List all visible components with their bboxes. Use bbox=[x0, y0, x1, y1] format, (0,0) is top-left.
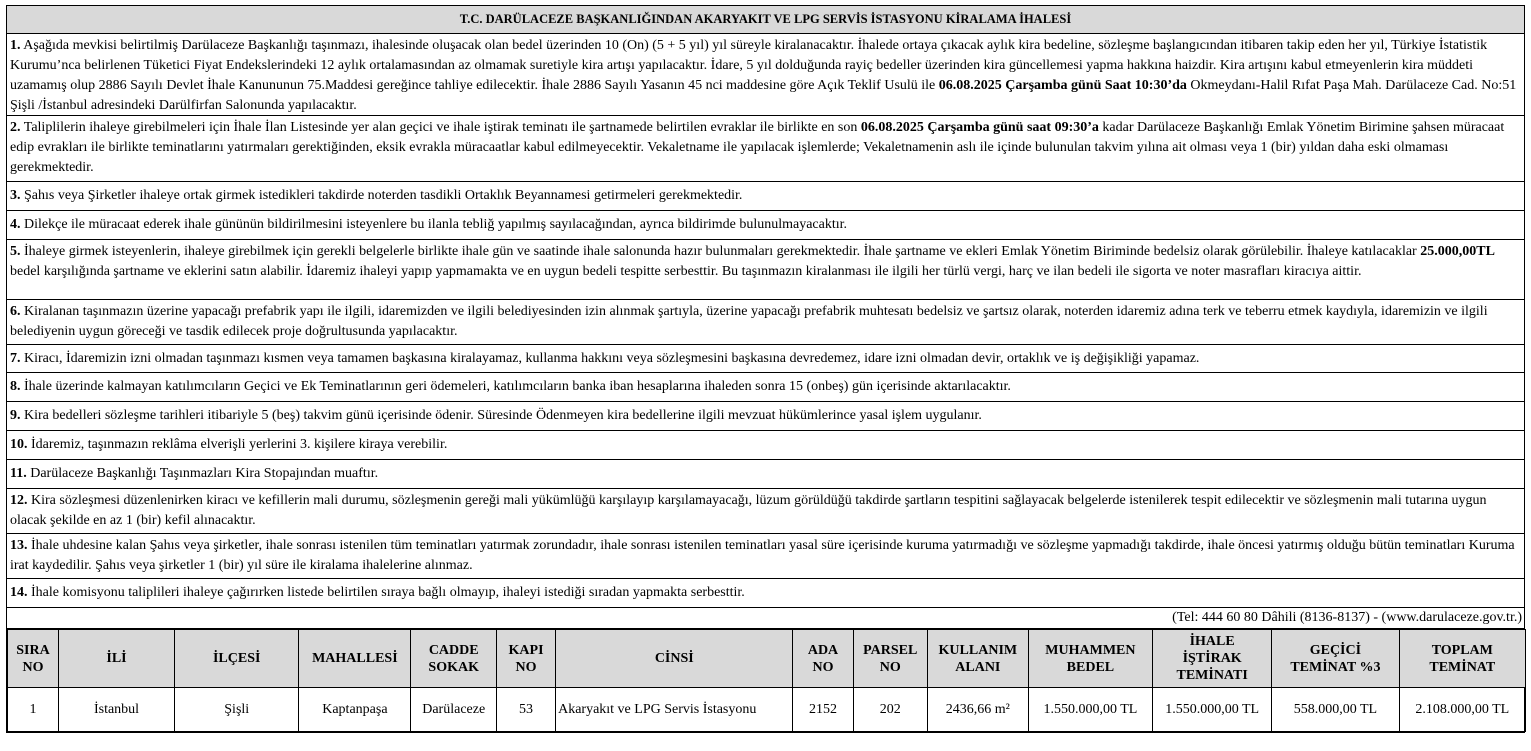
clause-text: İhale komisyonu taliplileri ihaleye çağırırken listede belirtilen sıraya bağlı olmayıp, ihaleyi istediği sıradan yapmakta serbesttir. bbox=[27, 585, 745, 600]
clause-text: kadar Darülaceze Başkanlığı Emlak Yönetim Birimine şahsen müracaat edip evrakları ile birlikte teminatlarını yatırmaları gerektiğinden, eksik evrakla müracaatlar kabul edilmeyecektir. Vekaletname ile yapılacak işlemlerde; Vekaletnamenin aslı ile içinde bulunulan takvim yılına ait olması veya 1 (bir) yıldan daha eski olmaması gerekmektedir. bbox=[10, 120, 1505, 175]
clause-text: Kiracı, İdaremizin izni olmadan taşınmazı kısmen veya tamamen başkasına kiralayamaz, kullanma hakkını veya sözleşmesini başkasına devredemez, idare izni olmadan devir, ortaklık ve iş değişikliği yapamaz. bbox=[20, 351, 1200, 366]
clause-text: Taliplilerin ihaleye girebilmeleri için İhale İlan Listesinde yer alan geçici ve ihale iştirak teminatı ile şartnamede belirtilen evraklar ile birlikte en son bbox=[20, 120, 861, 135]
table-cell: 558.000,00 TL bbox=[1272, 688, 1399, 732]
table-cell: 1.550.000,00 TL bbox=[1153, 688, 1272, 732]
clause-item bbox=[7, 300, 1524, 345]
column-header: KULLANIM ALANI bbox=[927, 630, 1028, 688]
clause-item bbox=[7, 579, 1524, 608]
clause-text: Darülaceze Başkanlığı Taşınmazları Kira Stopajından muaftır. bbox=[26, 466, 379, 481]
clause-item bbox=[7, 345, 1524, 373]
column-header: TOPLAM TEMİNAT bbox=[1399, 630, 1525, 688]
clause-number: 6. bbox=[10, 304, 21, 319]
clauses-list bbox=[7, 34, 1524, 608]
clause-item bbox=[7, 489, 1524, 534]
clause-item bbox=[7, 182, 1524, 211]
clause-item bbox=[7, 116, 1524, 182]
column-header: İHALE İŞTİRAK TEMİNATI bbox=[1153, 630, 1272, 688]
clause-text: İhale uhdesine kalan Şahıs veya şirketler, ihale sonrası istenilen tüm teminatları yatırmak zorundadır, ihale sonrası istenilen teminatları yasal süre içerisinde kuruma yatırmadığı ve sözleşme yapmadığı takdirde, ihale öncesi yatırmış olduğu bütün teminatları Kuruma irat kaydedilir. Şahıs veya şirketler 1 (bir) yıl süre ile kiralama ihalelerine alınmaz. bbox=[10, 538, 1515, 573]
contact-info: (Tel: 444 60 80 Dâhili (8136-8137) - (www.darulaceze.gov.tr.) bbox=[7, 608, 1524, 629]
column-header: SIRA NO bbox=[8, 630, 59, 688]
clause-emphasis: 06.08.2025 Çarşamba günü saat 09:30’a bbox=[860, 120, 1099, 135]
clause-text: Okmeydanı-Halil Rıfat Paşa Mah. Darülaceze Cad. No:51 Şişli /İstanbul adresindeki Darülfirfan Salonunda yapılacaktır. bbox=[10, 78, 1517, 113]
clause-number: 2. bbox=[10, 120, 21, 135]
table-cell: 202 bbox=[853, 688, 927, 732]
table-cell: 2.108.000,00 TL bbox=[1399, 688, 1525, 732]
clause-text: bedel karşılığında şartname ve eklerini satın alabilir. İdaremiz ihaleyi yapıp yapmamakta ve en uygun bedeli tespitte serbesttir. Bu taşınmazın kiralanması ile ilgili her türlü vergi, harç ve ilan bedeli ile sigorta ve noter masrafları kiracıya aittir. bbox=[10, 264, 1362, 279]
column-header: CİNSİ bbox=[556, 630, 793, 688]
table-cell: 1.550.000,00 TL bbox=[1028, 688, 1152, 732]
clause-text: Dilekçe ile müracaat ederek ihale gününün bildirilmesini isteyenlere bu ilanla tebliğ yapılmış sayılacağından, ayrıca bildirimde bulunulmayacaktır. bbox=[20, 217, 848, 232]
table-header-row bbox=[8, 630, 1526, 688]
table-cell: Kaptanpaşa bbox=[299, 688, 411, 732]
column-header: MAHALLESİ bbox=[299, 630, 411, 688]
column-header: KAPI NO bbox=[497, 630, 556, 688]
clause-number: 12. bbox=[10, 493, 28, 508]
table-cell: 53 bbox=[497, 688, 556, 732]
table-cell: 2152 bbox=[793, 688, 853, 732]
table-cell: Şişli bbox=[175, 688, 299, 732]
clause-item bbox=[7, 34, 1524, 116]
table-cell: 1 bbox=[8, 688, 59, 732]
clause-text: Kiralanan taşınmazın üzerine yapacağı prefabrik yapı ile ilgili, idaremizden ve ilgili belediyesinden izin alınmak şartıyla, üzerine yapacağı prefabrik muhtesatı bedelsiz ve şartsız olarak, noterden idaremiz adına terk ve teberru etmek kaydıyla, idaremizin ve ilgili belediyenin uygun göreceği ve tasdik edilecek proje doğrultusunda yapılacaktır. bbox=[10, 304, 1488, 339]
clause-item bbox=[7, 534, 1524, 579]
clause-number: 9. bbox=[10, 408, 21, 423]
column-header: MUHAMMEN BEDEL bbox=[1028, 630, 1152, 688]
clause-text: İhale üzerinde kalmayan katılımcıların Geçici ve Ek Teminatlarının geri ödemeleri, katılımcıların banka iban hesaplarına ihaleden sonra 15 (onbeş) gün içerisinde aktarılacaktır. bbox=[20, 379, 1011, 394]
table-cell: Akaryakıt ve LPG Servis İstasyonu bbox=[556, 688, 793, 732]
table-cell: İstanbul bbox=[58, 688, 174, 732]
clause-number: 10. bbox=[10, 437, 28, 452]
clause-number: 8. bbox=[10, 379, 21, 394]
table-body bbox=[8, 688, 1526, 732]
table-row bbox=[8, 688, 1526, 732]
clause-number: 14. bbox=[10, 585, 28, 600]
column-header: CADDE SOKAK bbox=[411, 630, 497, 688]
clause-item bbox=[7, 402, 1524, 431]
table-cell: 2436,66 m² bbox=[927, 688, 1028, 732]
notice-title: T.C. DARÜLACEZE BAŞKANLIĞINDAN AKARYAKIT VE LPG SERVİS İSTASYONU KİRALAMA İHALESİ bbox=[7, 6, 1524, 34]
clause-text: Şahıs veya Şirketler ihaleye ortak girmek istedikleri takdirde noterden tasdikli Ortaklık Beyannamesi getirmeleri gerekmektedir. bbox=[20, 188, 743, 203]
property-table bbox=[7, 629, 1526, 732]
clause-text: Kira bedelleri sözleşme tarihleri itibariyle 5 (beş) takvim günü içerisinde ödenir. Süresinde Ödenmeyen kira bedellerine ilgili mevzuat hükümlerince yasal işlem uygulanır. bbox=[20, 408, 982, 423]
clause-text: Aşağıda mevkisi belirtilmiş Darülaceze Başkanlığı taşınmazı, ihalesinde oluşacak olan bedel üzerinden 10 (On) (5 + 5 yıl) yıl süreyle kiralanacaktır. İhalede ortaya çıkacak aylık kira bedeline, sözleşme başlangıcından itibaren takip eden her yıl, Türkiye İstatistik Kurumu’nca belirlenen Tüketici Fiyat Endekslerindeki 12 aylık ortalamasından az olmamak suretiyle kira artışı yapılacaktır. İdare, 5 yıl dolduğunda rayiç bedeller üzerinden kira güncellemesi yapma hakkına haizdir. Kira artışını kabul etmeyenlerin kira müddeti uzamamış olup 2886 Sayılı Devlet İhale Kanununun 75.Maddesi gereğince tahliye edilecektir. İhale 2886 Sayılı Yasanın 45 nci maddesine göre Açık Teklif Usulü ile bbox=[10, 38, 1488, 93]
notice bbox=[6, 5, 1525, 733]
clause-number: 13. bbox=[10, 538, 28, 553]
column-header: PARSEL NO bbox=[853, 630, 927, 688]
clause-number: 3. bbox=[10, 188, 21, 203]
column-header: İLÇESİ bbox=[175, 630, 299, 688]
clause-emphasis: 25.000,00TL bbox=[1420, 244, 1495, 259]
notice-box bbox=[6, 5, 1525, 733]
clause-item bbox=[7, 211, 1524, 240]
clause-text: Kira sözleşmesi düzenlenirken kiracı ve kefillerin mali durumu, sözleşmenin gereği mali yükümlüğü karşılayıp karşılamayacağı, lüzum görüldüğü takdirde şartların tespitini sağlayacak belgelerde istenilerek tespit edilecektir ve sözleşmenin mali tutarına uygun olacak şekilde en az 1 (bir) kefil alınacaktır. bbox=[10, 493, 1487, 528]
clause-item bbox=[7, 431, 1524, 460]
clause-number: 11. bbox=[10, 466, 27, 481]
clause-text: İdaremiz, taşınmazın reklâma elverişli yerlerini 3. kişilere kiraya verebilir. bbox=[27, 437, 448, 452]
column-header: GEÇİCİ TEMİNAT %3 bbox=[1272, 630, 1399, 688]
clause-text: İhaleye girmek isteyenlerin, ihaleye girebilmek için gerekli belgelerle birlikte ihale gün ve saatinde ihale salonunda hazır bulunmaları gerekmektedir. İhale şartname ve ekleri Emlak Yönetim Biriminde bedelsiz olarak görülebilir. İhaleye katılacaklar bbox=[20, 244, 1421, 259]
column-header: ADA NO bbox=[793, 630, 853, 688]
clause-number: 5. bbox=[10, 244, 21, 259]
clause-item bbox=[7, 240, 1524, 300]
clause-item bbox=[7, 373, 1524, 402]
clause-number: 7. bbox=[10, 351, 21, 366]
clause-item bbox=[7, 460, 1524, 489]
column-header: İLİ bbox=[58, 630, 174, 688]
clause-emphasis: 06.08.2025 Çarşamba günü Saat 10:30’da bbox=[938, 78, 1187, 93]
clause-number: 1. bbox=[10, 38, 21, 53]
clause-number: 4. bbox=[10, 217, 21, 232]
table-cell: Darülaceze bbox=[411, 688, 497, 732]
